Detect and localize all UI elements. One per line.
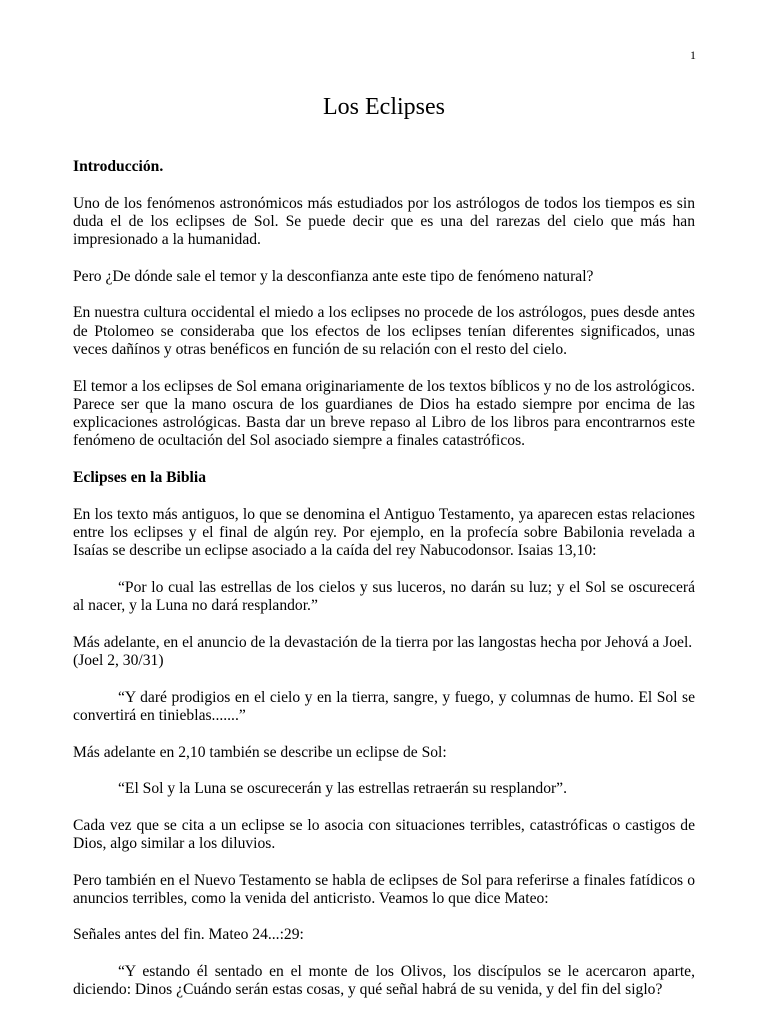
paragraph: Señales antes del fin. Mateo 24...:29: bbox=[73, 926, 304, 944]
paragraph: Uno de los fenómenos astronómicos más estudiados por los astrólogos de todos los tiempos es sin duda el de los eclipses de Sol. Se puede decir que es una del rarezas del cielo que más han impresionado a la humanidad. bbox=[73, 194, 695, 249]
document-body bbox=[73, 158, 695, 1018]
paragraph: Cada vez que se cita a un eclipse se lo asocia con situaciones terribles, catastróficas o castigos de Dios, algo similar a los diluvios. bbox=[73, 816, 695, 852]
page-number: 1 bbox=[690, 48, 696, 62]
paragraph: El temor a los eclipses de Sol emana originariamente de los textos bíblicos y no de los astrológicos. Parece ser que la mano oscura de los guardianes de Dios ha estado siempre por encima de las explicaciones astrológicas. Basta dar un breve repaso al Libro de los libros para encontrarnos este fenómeno de ocultación del Sol asociado siempre a finales catastróficos. bbox=[73, 377, 695, 450]
paragraph: En nuestra cultura occidental el miedo a los eclipses no procede de los astrólogos, pues desde antes de Ptolomeo se consideraba que los efectos de los eclipses tenían diferentes significados, unas veces dañínos y otras benéficos en función de su relación con el resto del cielo. bbox=[73, 304, 695, 358]
section-heading-introduccion: Introducción. bbox=[73, 158, 164, 175]
section-heading-eclipses-biblia: Eclipses en la Biblia bbox=[73, 469, 207, 487]
paragraph: En los texto más antiguos, lo que se denomina el Antiguo Testamento, ya aparecen estas relaciones entre los eclipses y el final de algún rey. Por ejemplo, en la profecía sobre Babilonia revelada a Isaías se describe un eclipse asociado a la caída del rey Nabucodonsor. Isaias 13,10: bbox=[73, 505, 695, 560]
paragraph: Pero también en el Nuevo Testamento se habla de eclipses de Sol para referirse a finales fatídicos o anuncios terribles, como la venida del anticristo. Veamos lo que dice Mateo: bbox=[73, 871, 695, 907]
bible-quote: “Y estando él sentado en el monte de los Olivos, los discípulos se le acercaron aparte, diciendo: Dinos ¿Cuándo serán estas cosas, y qué señal habrá de su venida, y del fin del siglo? bbox=[73, 963, 695, 999]
bible-quote: “El Sol y la Luna se oscurecerán y las estrellas retraerán su resplandor”. bbox=[118, 780, 567, 798]
bible-quote: “Por lo cual las estrellas de los cielos y sus luceros, no darán su luz; y el Sol se oscurecerá al nacer, y la Luna no dará resplandor.” bbox=[73, 578, 695, 615]
bible-quote: “Y daré prodigios en el cielo y en la tierra, sangre, y fuego, y columnas de humo. El Sol se convertirá en tinieblas.......” bbox=[73, 688, 695, 724]
paragraph: Más adelante en 2,10 también se describe un eclipse de Sol: bbox=[73, 743, 447, 761]
paragraph: Pero ¿De dónde sale el temor y la desconfianza ante este tipo de fenómeno natural? bbox=[73, 267, 594, 285]
document-title: Los Eclipses bbox=[323, 94, 445, 120]
paragraph: Más adelante, en el anuncio de la devastación de la tierra por las langostas hecha por Jehová a Joel. (Joel 2, 30/31) bbox=[73, 633, 693, 670]
